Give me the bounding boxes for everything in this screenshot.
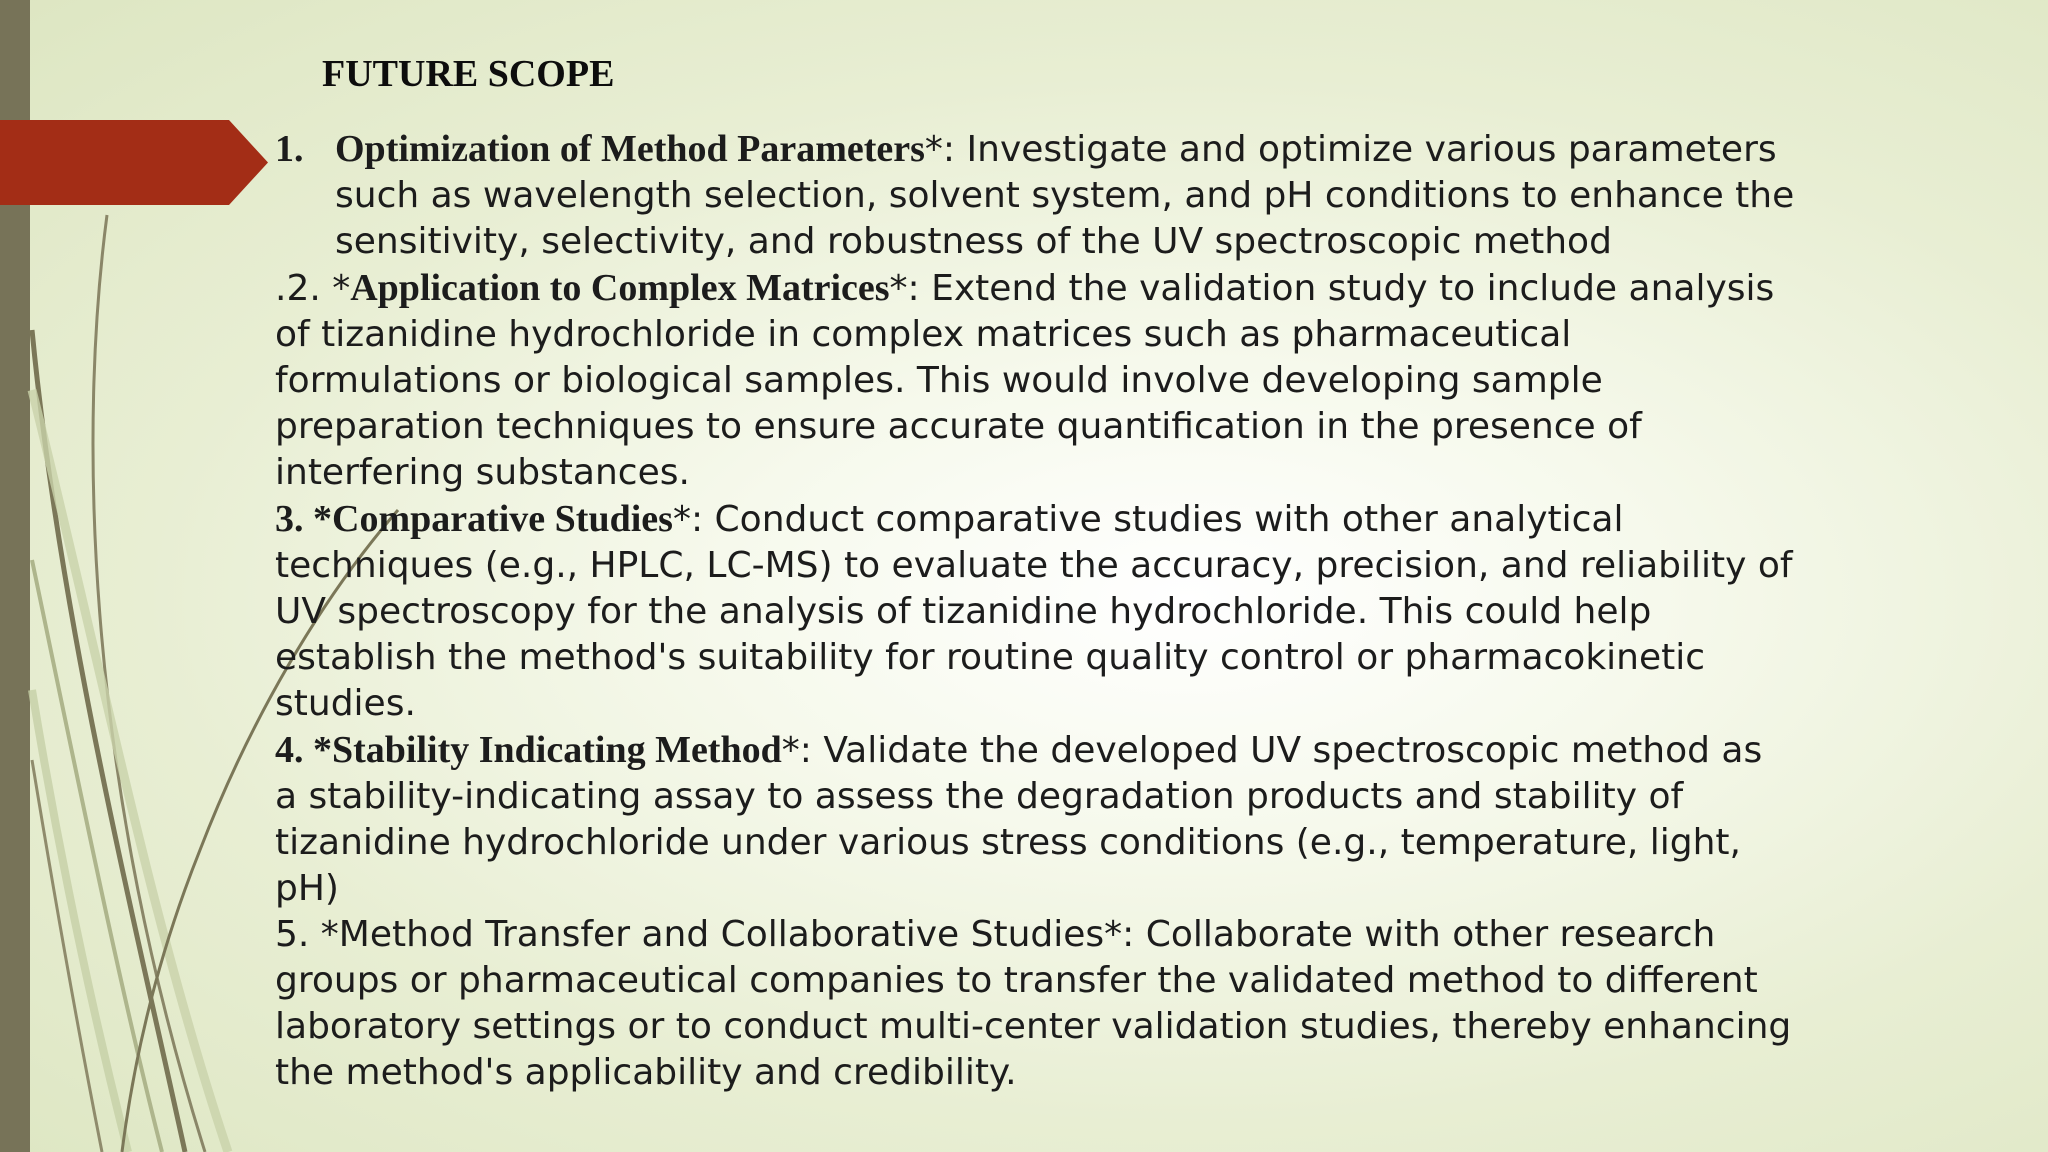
list-item-number: 4. * — [275, 729, 332, 771]
slide-title: FUTURE SCOPE — [322, 53, 615, 95]
list-item — [275, 265, 1795, 496]
slide-content — [275, 126, 1795, 1096]
list-item — [275, 126, 1795, 265]
accent-arrow-shape — [0, 120, 268, 205]
list-item-body: Extend the validation study to include analysis of tizanidine hydrochloride in complex matrices such as pharmaceutical formulations or biological samples. This would involve developing sample preparation techniques to ensure accurate quantification in the presence of interfering substances. — [275, 268, 1775, 493]
list-item-number: 3. * — [275, 498, 332, 540]
list-item-suffix: *: — [924, 129, 956, 170]
list-item-heading: Optimization of Method Parameters — [335, 128, 925, 170]
list-item-heading: Application to Complex Matrices — [350, 267, 890, 309]
list-item-body: Validate the developed UV spectroscopic method as a stability-indicating assay to assess the degradation products and stability of tizanidine hydrochloride under various stress conditions (e.g., temperature, light, pH) — [275, 730, 1763, 909]
list-item-heading: Stability Indicating Method — [332, 729, 782, 771]
list-item-suffix: *: — [889, 268, 920, 309]
list-item-suffix: *: — [781, 730, 812, 771]
list-item — [275, 727, 1795, 912]
list-item-number: 1. — [275, 128, 304, 170]
list-item-text — [335, 126, 1795, 265]
list-item-suffix: *: — [672, 499, 704, 540]
list-item-number: .2. * — [275, 268, 351, 309]
list-item: 5. *Method Transfer and Collaborative Studies*: Collaborate with other research groups or pharmaceutical companies to transfer the validated method to different laboratory settings or to conduct multi-center validation studies, thereby enhancing the method's applicability and credibility. — [275, 914, 1792, 1093]
list-item-body: Investigate and optimize various parameters such as wavelength selection, solvent system, and pH conditions to enhance the sensitivity, selectivity, and robustness of the UV spectroscopic method — [335, 129, 1795, 262]
list-item — [275, 496, 1795, 727]
list-item-heading: Comparative Studies — [332, 498, 673, 540]
list-item-body: Conduct comparative studies with other analytical techniques (e.g., HPLC, LC-MS) to evaluate the accuracy, precision, and reliability of UV spectroscopy for the analysis of tizanidine hydrochloride. This could help establish the method's suitability for routine quality control or pharmacokinetic studies. — [275, 499, 1793, 724]
